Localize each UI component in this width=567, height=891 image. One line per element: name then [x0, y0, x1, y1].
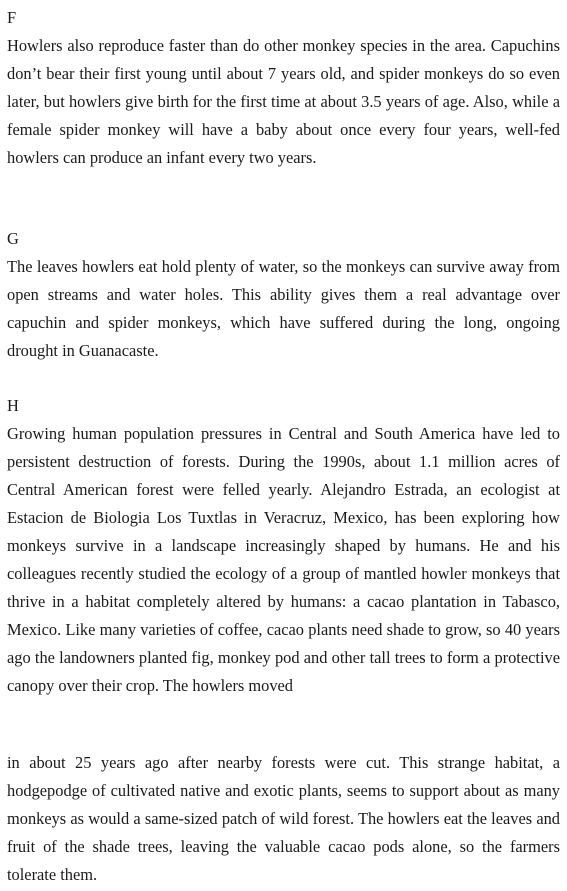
- section-f: [7, 4, 560, 172]
- section-paragraph: Growing human population pressures in Central and South America have led to persistent destruction of forests. During the 1990s, about 1.1 million acres of Central American forest were felled yearly. Alejandro Estrada, an ecologist at Estacion de Biologia Los Tuxtlas in Veracruz, Mexico, has been exploring how monkeys survive in a landscape increasingly shaped by humans. He and his colleagues recently studied the ecology of a group of mantled howler monkeys that thrive in a habitat completely altered by humans: a cacao plantation in Tabasco, Mexico. Like many varieties of coffee, cacao plants need shade to grow, so 40 years ago the landowners planted fig, monkey pod and other tall trees to form a protective canopy over their crop. The howlers moved: [7, 424, 560, 695]
- section-g: [7, 225, 560, 365]
- section-letter: G: [7, 229, 19, 248]
- section-paragraph: The leaves howlers eat hold plenty of water, so the monkeys can survive away from open streams and water holes. This ability gives them a real advantage over capuchin and spider monkeys, which have suffered during the long, ongoing drought in Guanacaste.: [7, 257, 560, 360]
- section-h: [7, 392, 560, 700]
- section-paragraph: Howlers also reproduce faster than do other monkey species in the area. Capuchins don’t bear their first young until about 7 years old, and spider monkeys do so even later, but howlers give birth for the first time at about 3.5 years of age. Also, while a female spider monkey will have a baby about once every four years, well-fed howlers can produce an infant every two years.: [7, 36, 560, 167]
- section-h-continued: [7, 749, 560, 889]
- section-letter: H: [7, 396, 19, 415]
- section-paragraph: in about 25 years ago after nearby forests were cut. This strange habitat, a hodgepodge of cultivated native and exotic plants, seems to support about as many monkeys as would a same-sized patch of wild forest. The howlers eat the leaves and fruit of the shade trees, leaving the valuable cacao pods alone, so the farmers tolerate them.: [7, 753, 560, 884]
- section-letter: F: [7, 8, 17, 27]
